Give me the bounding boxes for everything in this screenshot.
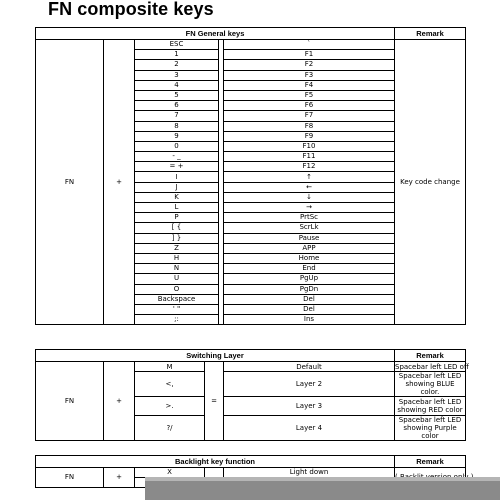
key-cell: I — [135, 172, 219, 182]
backlight-remark-header: Remark — [395, 456, 466, 468]
key-cell: 6 — [135, 101, 219, 111]
key-cell: ESC — [135, 40, 219, 50]
key-cell: [ { — [135, 223, 219, 233]
switch-layer: Layer 4 — [224, 416, 395, 441]
key-cell: 4 — [135, 80, 219, 90]
switch-key: <, — [135, 372, 205, 397]
function-cell: F3 — [224, 70, 395, 80]
switch-key: >. — [135, 397, 205, 416]
function-cell: ↑ — [224, 172, 395, 182]
function-cell: Del — [224, 294, 395, 304]
key-cell: J — [135, 182, 219, 192]
function-cell: Del — [224, 304, 395, 314]
remark-cell: Key code change — [395, 40, 466, 325]
key-row — [36, 40, 466, 50]
general-header: FN General keys — [36, 28, 395, 40]
key-cell: Z — [135, 243, 219, 253]
switch-layer: Layer 3 — [224, 397, 395, 416]
function-cell: F2 — [224, 60, 395, 70]
switch-layer: Layer 2 — [224, 372, 395, 397]
function-cell: F4 — [224, 80, 395, 90]
switch-remark: Spacebar left LED showing Purple color — [395, 416, 466, 441]
equals-cell: = — [205, 362, 224, 441]
function-cell: F8 — [224, 121, 395, 131]
backlight-key: X — [135, 468, 205, 478]
key-cell: N — [135, 264, 219, 274]
function-cell: PgUp — [224, 274, 395, 284]
function-cell: F11 — [224, 152, 395, 162]
key-cell: K — [135, 192, 219, 202]
key-cell: 3 — [135, 70, 219, 80]
switch-remark: Spacebar left LED showing BLUE color. — [395, 372, 466, 397]
function-cell: APP — [224, 243, 395, 253]
key-cell: ;: — [135, 315, 219, 325]
function-cell: PrtSc — [224, 213, 395, 223]
switching-layer-table — [35, 349, 469, 441]
key-cell: 1 — [135, 50, 219, 60]
key-cell: - _ — [135, 152, 219, 162]
function-cell: Ins — [224, 315, 395, 325]
backlight-func: Light down — [224, 468, 395, 478]
function-cell: F6 — [224, 101, 395, 111]
key-cell: 0 — [135, 141, 219, 151]
key-cell: L — [135, 203, 219, 213]
plus-cell: + — [104, 362, 135, 441]
backlight-header: Backlight key function — [36, 456, 395, 468]
switch-key: ?/ — [135, 416, 205, 441]
function-cell: F5 — [224, 90, 395, 100]
function-cell: ↓ — [224, 192, 395, 202]
function-cell: Pause — [224, 233, 395, 243]
switch-key: M — [135, 362, 205, 372]
switch-layer: Default — [224, 362, 395, 372]
function-cell: F9 — [224, 131, 395, 141]
function-cell: ← — [224, 182, 395, 192]
key-cell: 9 — [135, 131, 219, 141]
switching-header: Switching Layer — [36, 350, 395, 362]
key-cell: H — [135, 253, 219, 263]
general-keys-table — [35, 27, 466, 325]
key-cell: O — [135, 284, 219, 294]
switching-remark-header: Remark — [395, 350, 466, 362]
key-cell: 8 — [135, 121, 219, 131]
function-cell: End — [224, 264, 395, 274]
function-cell: → — [224, 203, 395, 213]
function-cell: F10 — [224, 141, 395, 151]
plus-cell: + — [104, 468, 135, 488]
function-cell: F1 — [224, 50, 395, 60]
plus-cell: + — [104, 40, 135, 325]
key-cell: P — [135, 213, 219, 223]
key-cell: Backspace — [135, 294, 219, 304]
key-cell: 7 — [135, 111, 219, 121]
function-cell: ` — [224, 40, 395, 50]
bottom-gray-band — [145, 481, 500, 500]
function-cell: Home — [224, 253, 395, 263]
key-cell: ' " — [135, 304, 219, 314]
switch-remark: Spacebar left LED showing RED color — [395, 397, 466, 416]
general-remark-header: Remark — [395, 28, 466, 40]
function-cell: F7 — [224, 111, 395, 121]
fn-cell: FN — [36, 362, 104, 441]
key-cell: = + — [135, 162, 219, 172]
page-title: FN composite keys — [48, 0, 214, 19]
switch-remark: Spacebar left LED off — [395, 362, 469, 371]
key-cell: 2 — [135, 60, 219, 70]
key-cell: U — [135, 274, 219, 284]
function-cell: PgDn — [224, 284, 395, 294]
key-cell: ] } — [135, 233, 219, 243]
function-cell: F12 — [224, 162, 395, 172]
function-cell: ScrLk — [224, 223, 395, 233]
fn-cell: FN — [36, 468, 104, 488]
key-cell: 5 — [135, 90, 219, 100]
fn-cell: FN — [36, 40, 104, 325]
